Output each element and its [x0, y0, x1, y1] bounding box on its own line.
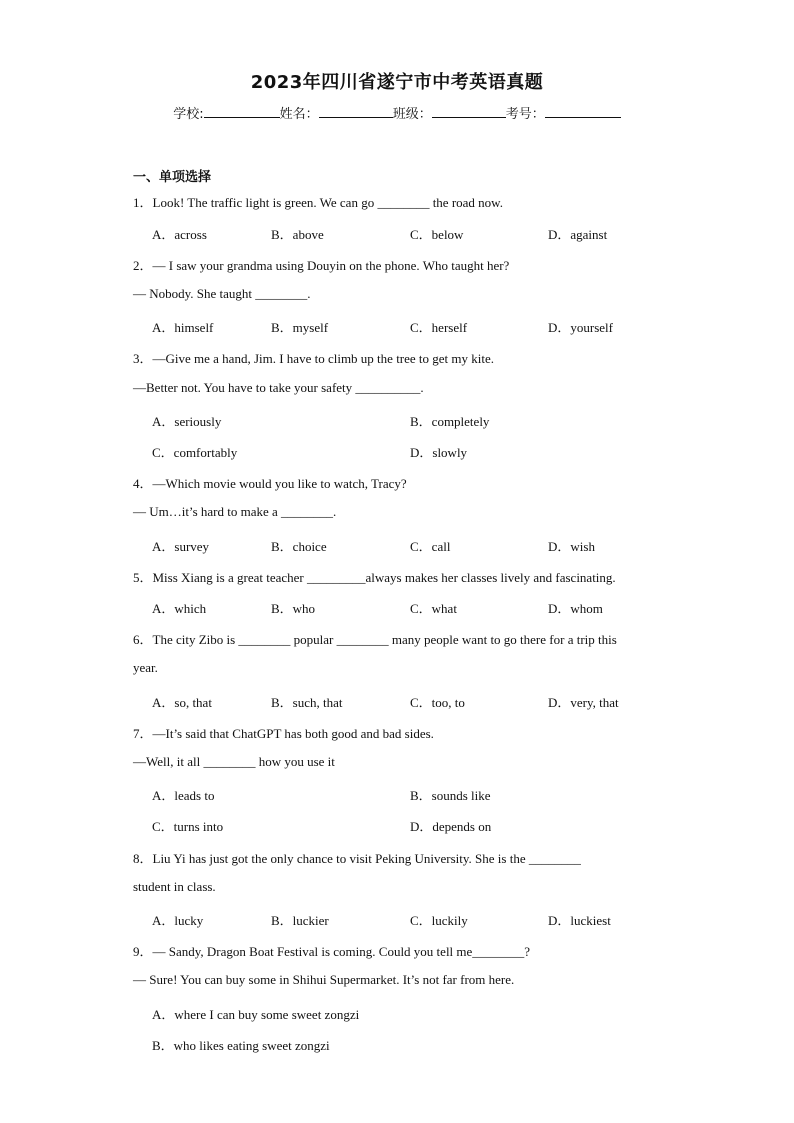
- question-7-stem: 7．—It’s said that ChatGPT has both good and bad sides.: [133, 726, 434, 741]
- section-title: 一、单项选择: [133, 170, 212, 185]
- question-4-stem: 4．—Which movie would you like to watch, Tracy?: [133, 476, 407, 491]
- q7-option-b[interactable]: B．sounds like: [410, 788, 491, 803]
- number-blank[interactable]: [545, 105, 621, 118]
- question-8-stem: 8．Liu Yi has just got the only chance to visit Peking University. She is the ________: [133, 851, 581, 866]
- question-9-response: — Sure! You can buy some in Shihui Supermarket. It’s not far from here.: [133, 972, 515, 987]
- question-2-stem: 2．— I saw your grandma using Douyin on the phone. Who taught her?: [133, 258, 510, 273]
- q6-option-a[interactable]: A．so, that: [152, 695, 212, 710]
- q6-option-b[interactable]: B．such, that: [271, 695, 343, 710]
- q9-option-a[interactable]: A．where I can buy some sweet zongzi: [152, 1007, 360, 1022]
- q7-option-a[interactable]: A．leads to: [152, 788, 215, 803]
- class-label: 班级：: [392, 107, 432, 122]
- q2-option-b[interactable]: B．myself: [271, 320, 329, 335]
- q2-option-a[interactable]: A．himself: [152, 320, 214, 335]
- q2-option-d[interactable]: D．yourself: [548, 320, 613, 335]
- question-6-stem-cont: year.: [133, 660, 158, 675]
- q8-option-a[interactable]: A．lucky: [152, 913, 204, 928]
- q3-option-b[interactable]: B．completely: [410, 414, 490, 429]
- q1-option-d[interactable]: D．against: [548, 227, 608, 242]
- q6-option-c[interactable]: C．too, to: [410, 695, 465, 710]
- q8-option-b[interactable]: B．luckier: [271, 913, 329, 928]
- q1-option-b[interactable]: B．above: [271, 227, 324, 242]
- question-1-stem: 1．Look! The traffic light is green. We can go ________ the road now.: [133, 195, 503, 210]
- q1-option-c[interactable]: C．below: [410, 227, 464, 242]
- q4-option-a[interactable]: A．survey: [152, 539, 210, 554]
- q7-option-c[interactable]: C．turns into: [152, 819, 224, 834]
- q6-option-d[interactable]: D．very, that: [548, 695, 619, 710]
- q4-option-b[interactable]: B．choice: [271, 539, 327, 554]
- school-label: 学校:: [173, 107, 204, 122]
- q5-option-c[interactable]: C．what: [410, 601, 457, 616]
- name-label: 姓名：: [279, 107, 319, 122]
- q5-option-d[interactable]: D．whom: [548, 601, 603, 616]
- q3-option-c[interactable]: C．comfortably: [152, 445, 238, 460]
- page-title: 2023年四川省遂宁市中考英语真题: [250, 72, 544, 93]
- question-2-response: — Nobody. She taught ________.: [133, 286, 311, 301]
- school-blank[interactable]: [204, 105, 280, 118]
- q5-option-a[interactable]: A．which: [152, 601, 207, 616]
- class-blank[interactable]: [432, 105, 506, 118]
- q4-option-d[interactable]: D．wish: [548, 539, 595, 554]
- number-label: 考号：: [505, 107, 545, 122]
- question-3-stem: 3．—Give me a hand, Jim. I have to climb up the tree to get my kite.: [133, 351, 495, 366]
- name-blank[interactable]: [319, 105, 393, 118]
- q1-option-a[interactable]: A．across: [152, 227, 207, 242]
- q5-option-b[interactable]: B．who: [271, 601, 316, 616]
- question-6-stem: 6．The city Zibo is ________ popular ________ many people want to go there for a trip this: [133, 632, 617, 647]
- question-7-response: —Well, it all ________ how you use it: [133, 754, 335, 769]
- question-3-response: —Better not. You have to take your safety __________.: [133, 380, 424, 395]
- question-4-response: — Um…it’s hard to make a ________.: [133, 504, 337, 519]
- q8-option-c[interactable]: C．luckily: [410, 913, 468, 928]
- q9-option-b[interactable]: B．who likes eating sweet zongzi: [152, 1038, 330, 1053]
- q4-option-c[interactable]: C．call: [410, 539, 451, 554]
- question-5-stem: 5．Miss Xiang is a great teacher _________always makes her classes lively and fascinating.: [133, 570, 616, 585]
- question-8-stem-cont: student in class.: [133, 879, 216, 894]
- question-9-stem: 9．— Sandy, Dragon Boat Festival is coming. Could you tell me________?: [133, 944, 531, 959]
- q8-option-d[interactable]: D．luckiest: [548, 913, 611, 928]
- q7-option-d[interactable]: D．depends on: [410, 819, 492, 834]
- q3-option-d[interactable]: D．slowly: [410, 445, 468, 460]
- student-info-row: [0, 103, 794, 122]
- q2-option-c[interactable]: C．herself: [410, 320, 468, 335]
- q3-option-a[interactable]: A．seriously: [152, 414, 222, 429]
